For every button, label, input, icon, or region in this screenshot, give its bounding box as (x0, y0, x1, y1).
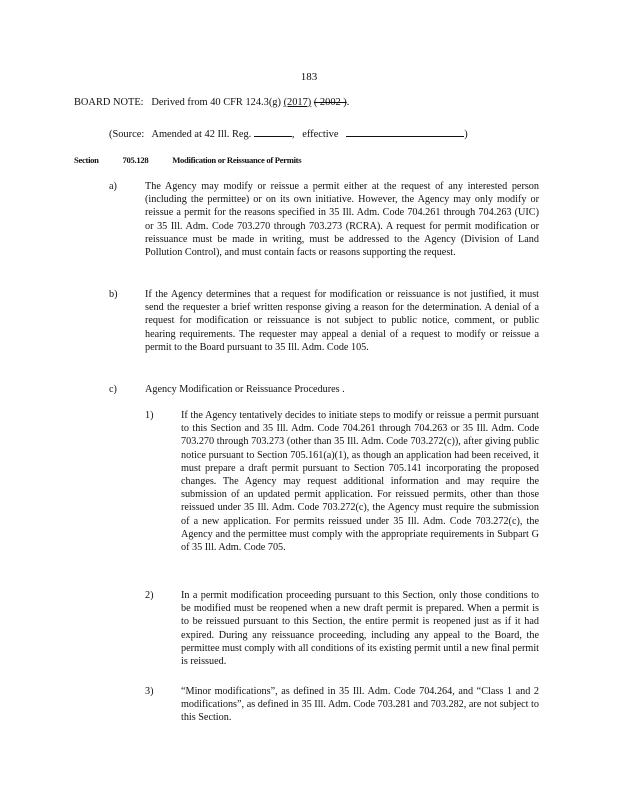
source-amended: Amended at 42 Ill. Reg. (151, 129, 252, 140)
section-title: Modification or Reissuance of Permits (172, 155, 302, 165)
source-note (109, 126, 468, 142)
paragraph-c-label: c) (109, 384, 117, 395)
item-2-label: 2) (145, 590, 154, 601)
register-blank (254, 126, 292, 137)
section-word: Section (74, 155, 99, 165)
board-note-text: Derived from 40 CFR 124.3(g) (151, 97, 281, 108)
board-note-trail: . (346, 97, 350, 108)
item-3-label: 3) (145, 686, 154, 697)
board-note-label: BOARD NOTE: (74, 97, 144, 108)
paragraph-a-label: a) (109, 181, 117, 192)
item-3-text: “Minor modifications”, as defined in 35 Ill. Adm. Code 704.264, and “Class 1 and 2 modifications”, as defined in 35 Ill. Adm. Code 703.281 and 703.282, are not subject to this Section. (181, 686, 539, 724)
item-2-text: In a permit modification proceeding pursuant to this Section, only those conditions to be modified must be reopened when a new draft permit is prepared. When a permit is to be reissued pursuant to this Section, the entire permit is reopened just as if it had expired. During any reissuance proceeding, including any appeal to the Board, the permittee must comply with all conditions of its existing permit until a new final permit is reissued. (181, 590, 539, 668)
paragraph-b-label: b) (109, 289, 118, 300)
source-sep: , (291, 129, 295, 140)
paragraph-b-text: If the Agency determines that a request for modification or reissuance is not justified, it must send the requester a brief written response giving a reason for the determination. A denial of a request for modification or reissuance is not subject to public notice, comment, or public hearing requirements. The requester may appeal a denial of a request to modify or reissue a permit to the Board pursuant to 35 Ill. Adm. Code 105. (145, 289, 539, 353)
section-heading (74, 155, 301, 165)
item-1-text: If the Agency tentatively decides to initiate steps to modify or reissue a permit pursuant to this Section and 35 Ill. Adm. Code 704.261 through 704.263 or 35 Ill. Adm. Code 703.270 through 703.273 (other than 35 Ill. Adm. Code 703.272(c)), after giving public notice pursuant to Section 705.161(a)(1), as though an application had been received, it must prepare a draft permit pursuant to Section 705.141 incorporating the proposed changes. The Agency may request additional information and may require the submission of an updated permit application. For reissued permits, other than those reissued under 35 Ill. Adm. Code 703.272(c), the Agency must require the submission of a new application. For permits reissued under 35 Ill. Adm. Code 703.272(c), the Agency and the permittee must comply with the appropriate requirements in Subpart G of 35 Ill. Adm. Code 705. (181, 410, 539, 554)
paragraph-a-text: The Agency may modify or reissue a permit either at the request of any interested person (including the permittee) or on its own initiative. However, the Agency may only modify or reissue a permit for the reasons specified in 35 Ill. Adm. Code 704.261 through 704.263 (UIC) or 35 Ill. Adm. Code 703.270 through 703.273 (RCRA). A request for permit modification or reissuance must be made in writing, must be addressed to the Agency (Division of Land Pollution Control), and must contain facts or reasons supporting the request. (145, 181, 539, 259)
item-1-label: 1) (145, 410, 154, 421)
paragraph-c-heading: Agency Modification or Reissuance Procedures . (145, 384, 345, 395)
board-note-deleted-text: ( 2002 ) (313, 97, 347, 108)
section-number: 705.128 (122, 155, 149, 165)
source-effective: effective (302, 129, 339, 140)
board-note (74, 95, 349, 110)
source-open: (Source: (109, 129, 145, 140)
page-number: 183 (300, 71, 318, 83)
source-close: ) (464, 129, 468, 140)
board-note-added-text: (2017) (283, 97, 312, 108)
effective-date-blank (346, 126, 464, 137)
